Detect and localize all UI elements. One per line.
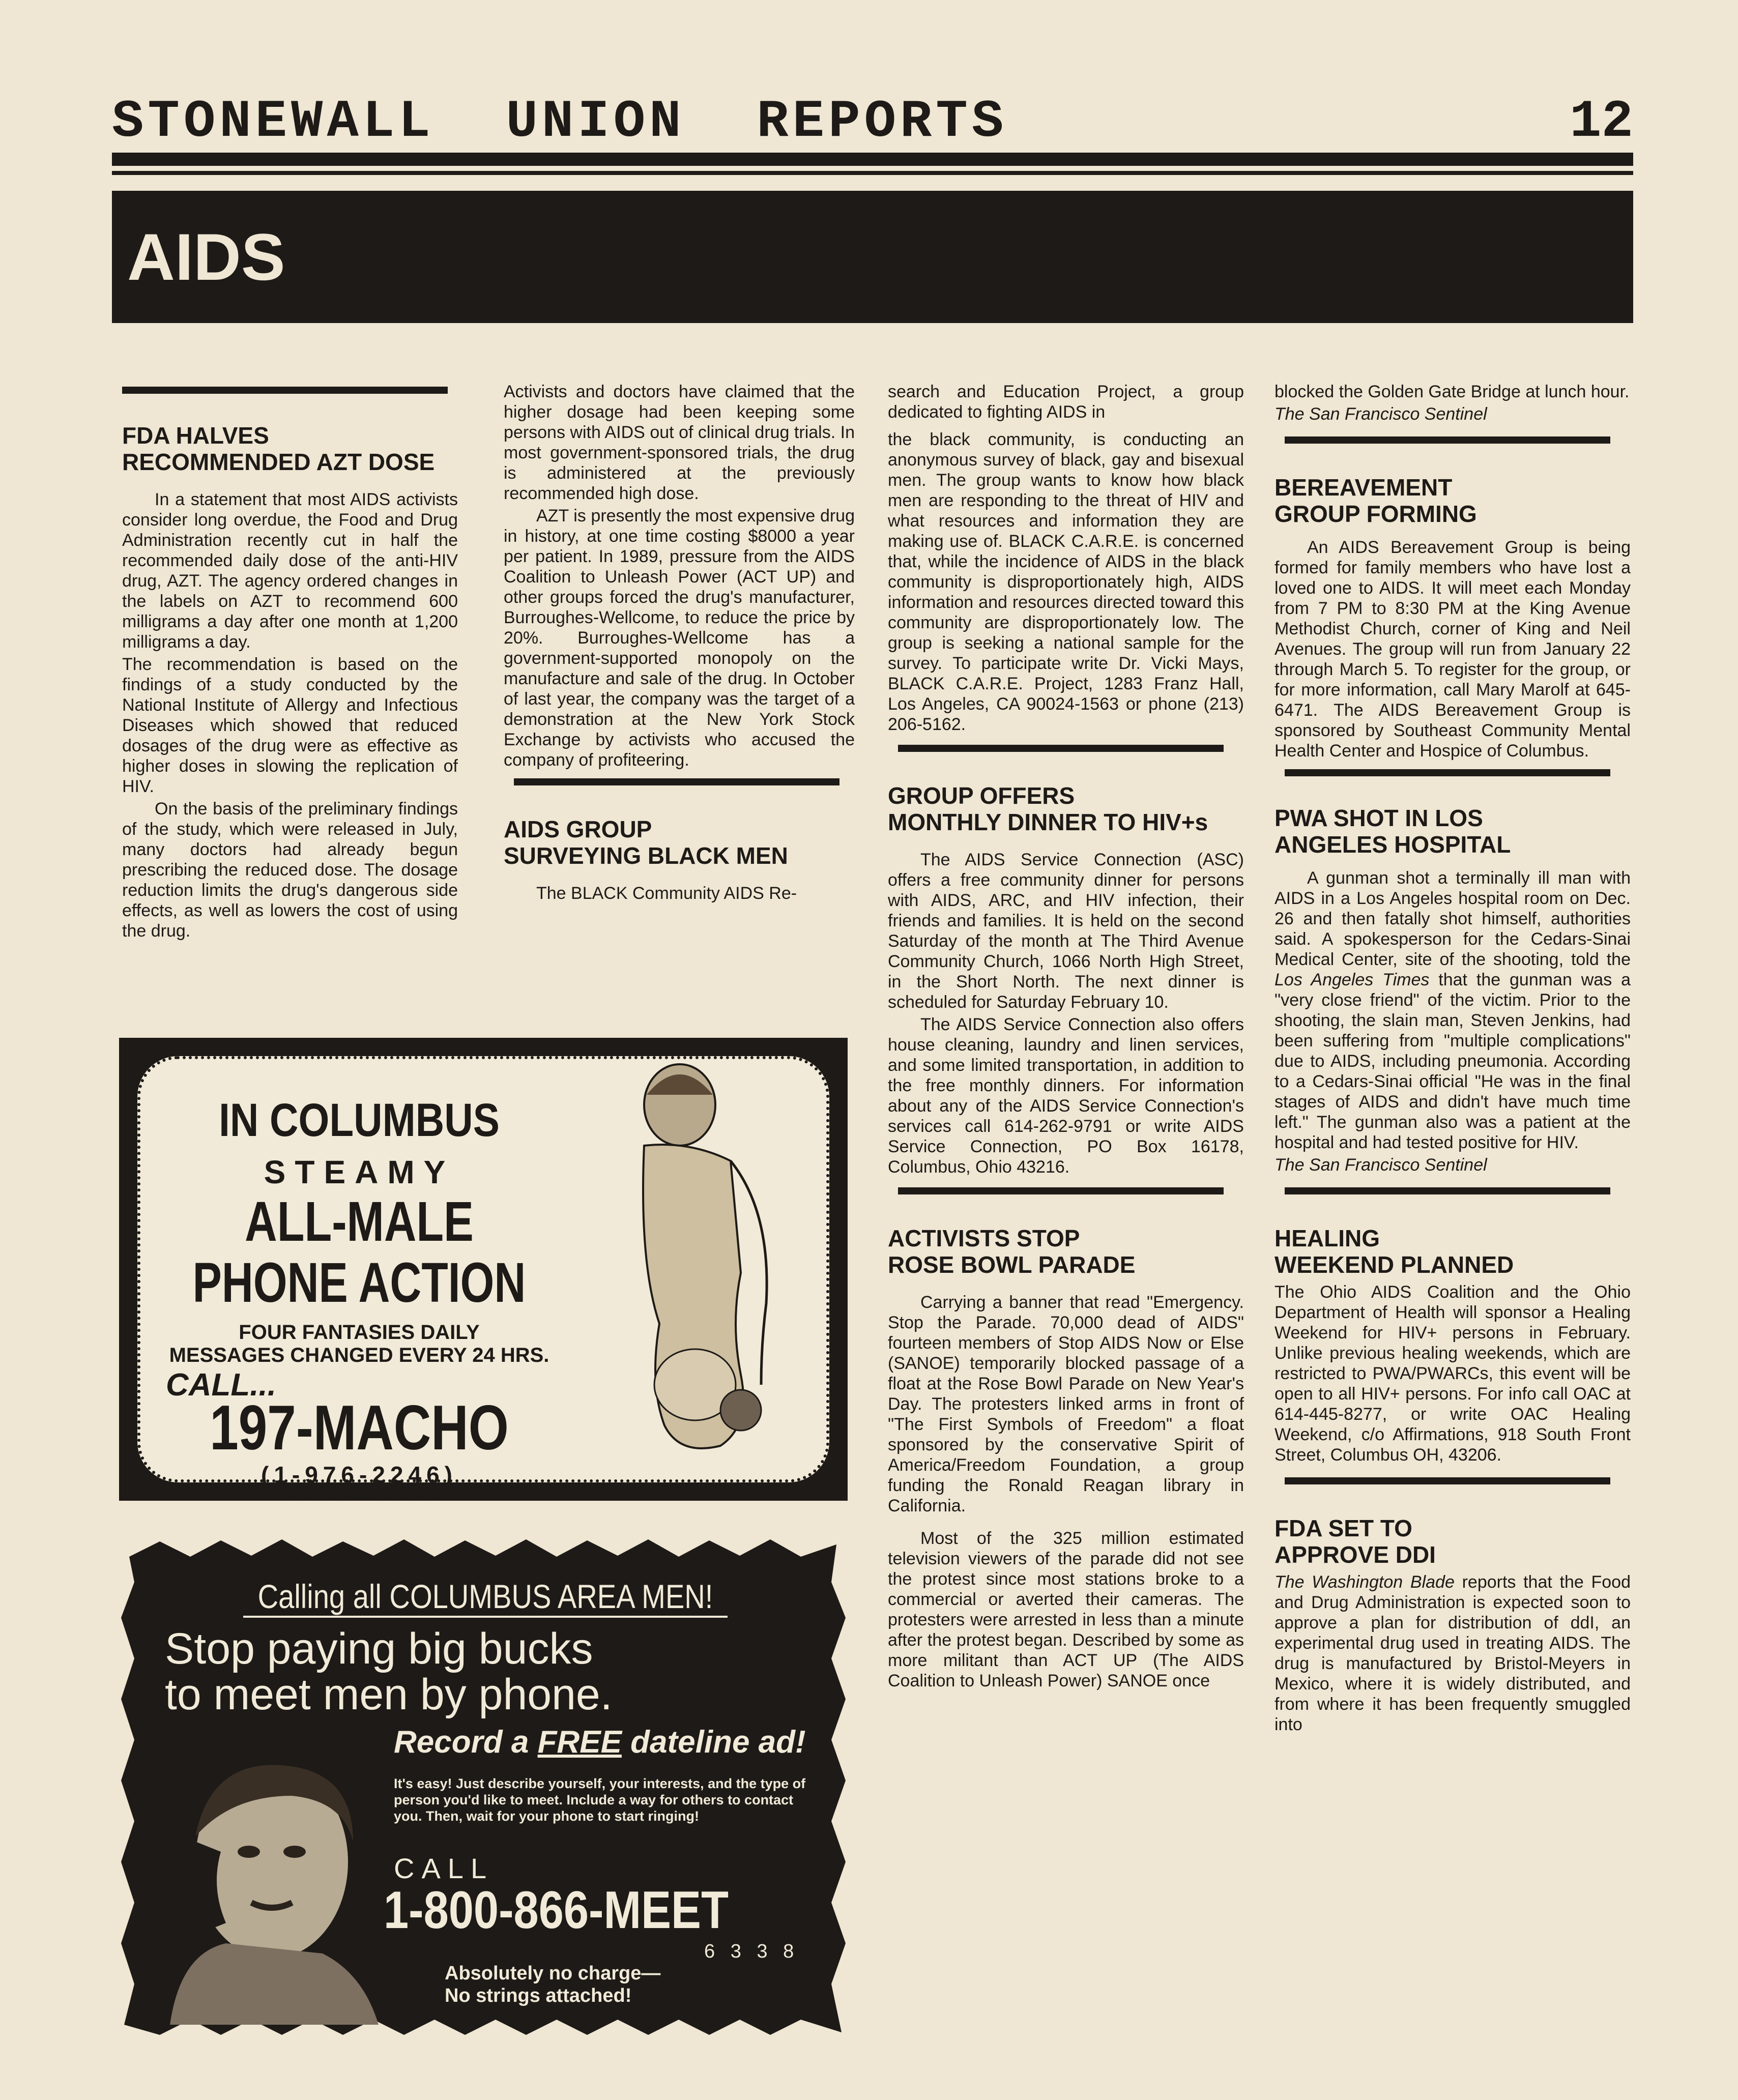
- article-paragraph: An AIDS Bereavement Group is being formed for family members who have lost a loved one to AIDS. It will meet each Monday from 7 PM to 8:30 PM at the King Avenue Methodist Church, corner of King and Neil Avenues. The group will run from January 22 through March 5. To register for the group, or for more information, call Mary Marolf at 645-6471. The AIDS Bereavement Group is sponsored by Southeast Community Mental Health Center and Hospice of Columbus.: [1274, 538, 1631, 761]
- masthead: [112, 92, 1633, 153]
- article-divider: [898, 1187, 1224, 1194]
- article-headline: AIDS GROUP SURVEYING BLACK MEN: [504, 816, 788, 869]
- masthead-rule: [112, 153, 1633, 166]
- article-divider: [898, 745, 1224, 752]
- ad-text: STEAMY: [264, 1154, 455, 1190]
- ad-text: CALL: [394, 1852, 494, 1884]
- article-divider: [1285, 436, 1610, 444]
- article-divider: [1285, 1187, 1610, 1194]
- ad-frame: [137, 1056, 829, 1503]
- ad-headline: Calling all COLUMBUS AREA MEN!: [243, 1577, 728, 1618]
- article-divider: [122, 387, 448, 394]
- page-number: 12: [1570, 92, 1633, 152]
- article-paragraph: Most of the 325 million estimated television viewers of the parade did not see the protest since most stations broke to a commercial or averted their cameras. The protesters were arrested in less than a minute after the protest began. Described by some as more militant than ACT UP (The AIDS Coalition to Unleash Power) SANOE once: [888, 1529, 1244, 1690]
- article-paragraph: In a statement that most AIDS activists consider long overdue, the Food and Drug Administration recently cut in half the recommended daily dose of the anti-HIV drug, AZT. The agency ordered changes in the labels on AZT to recommend 600 milligrams a day after one month at 1,200 milligrams a day.: [122, 490, 458, 652]
- illustrated-figure-image: [588, 1059, 807, 1485]
- ad-text: Record a FREE dateline ad!: [394, 1725, 806, 1760]
- article-paragraph: The AIDS Service Connection also offers house cleaning, laundry and linen services, and some limited transportation, in addition to the free monthly dinners. For information about any of the AIDS Service Connection's services call 614-262-9791 or write AIDS Service Connection, PO Box 16178, Columbus, Ohio 43216.: [888, 1015, 1244, 1177]
- article-paragraph: The AIDS Service Connection (ASC) offers a free community dinner for persons with AIDS, ARC, and HIV infection, their friends and families. It is held on the second Saturday of the month at The Third Avenue Community Church, 1066 North High Street, in the Short North. The next dinner is scheduled for Saturday February 10.: [888, 850, 1244, 1012]
- article-source: The San Francisco Sentinel: [1274, 1155, 1487, 1175]
- advertisement-phone-meet: [119, 1536, 848, 2037]
- article-headline: FDA HALVES RECOMMENDED AZT DOSE: [122, 422, 435, 475]
- column-3: [888, 382, 1244, 1693]
- article-divider: [514, 778, 839, 785]
- article-paragraph: Carrying a banner that read "Emergency. Stop the Parade. 70,000 dead of AIDS" fourteen members of Stop AIDS Now or Else (SANOE) temporarily blocked passage of a float at the Rose Bowl Parade on New Year's Day. The protesters linked arms in front of "The First Symbols of Freedom" a float sponsored by the conservative Spirit of America/Freedom Foundation, a group funding the Ronald Reagan library in California.: [888, 1293, 1244, 1515]
- ad-phone-number: 197-MACHO: [210, 1393, 509, 1463]
- article-source: The San Francisco Sentinel: [1274, 404, 1487, 424]
- ad-text: (1-976-2246): [261, 1462, 457, 1488]
- article-paragraph: On the basis of the preliminary findings of the study, which were released in July, many doctors had already begun prescribing the reduced dose. The dosage reduction limits the drug's dangerous side effects, as well as lowers the cost of using the drug.: [122, 799, 458, 941]
- article-headline: PWA SHOT IN LOS ANGELES HOSPITAL: [1274, 805, 1511, 858]
- article-divider: [1285, 769, 1610, 776]
- article-headline: BEREAVEMENT GROUP FORMING: [1274, 474, 1477, 527]
- article-paragraph: A gunman shot a terminally ill man with AIDS in a Los Angeles hospital room on Dec. 26 and then fatally shot himself, authorities said. A spokesperson for the Cedars-Sinai Medical Center, site of the shooting, told the Los Angeles Times that the gunman was a "very close friend" of the victim. Prior to the shooting, the slain man, Steven Jenkins, had been suffering from "multiple complications" due to AIDS, including pneumonia. According to a Cedars-Sinai official "He was in the final stages of AIDS and didn't have much time left." The gunman also was a patient at the hospital and had tested positive for HIV.: [1274, 868, 1631, 1152]
- masthead-title: STONEWALL UNION REPORTS: [112, 92, 1008, 152]
- masthead-rule-thin: [112, 171, 1633, 175]
- article-paragraph: Activists and doctors have claimed that the higher dosage had been keeping some persons with AIDS out of clinical drug trials. In most government-sponsored trials, the drug is administered at the previously recommended high dose.: [504, 382, 855, 503]
- article-headline: GROUP OFFERS MONTHLY DINNER TO HIV+s: [888, 782, 1208, 835]
- ad-text: FOUR FANTASIES DAILY: [239, 1321, 480, 1344]
- man-on-phone-photo: [139, 1740, 384, 2025]
- column-2: [504, 382, 855, 906]
- article-headline: FDA SET TO APPROVE DDI: [1274, 1515, 1436, 1568]
- column-1: [122, 387, 458, 943]
- article-paragraph: The Ohio AIDS Coalition and the Ohio Department of Health will sponsor a Healing Weekend for HIV+ persons in February. Unlike previous healing weekends, which are restricted to PWA/PWARCs, this event will be open to all HIV+ persons. For info call OAC at 614-445-8277, or write OAC Healing Weekend, c/o Affirmations, 918 South Front Street, Columbus OH, 43206.: [1274, 1282, 1631, 1465]
- ad-text: Absolutely no charge—: [445, 1963, 661, 1984]
- ad-text: 99¢ F.M./39¢ E.A. ½-MIN.: [277, 1488, 442, 1503]
- article-divider: [1285, 1477, 1610, 1484]
- ad-text: Stop paying big bucks: [165, 1624, 593, 1673]
- column-4: [1274, 382, 1631, 1737]
- ad-text: to meet men by phone.: [165, 1670, 613, 1719]
- article-headline: HEALING WEEKEND PLANNED: [1274, 1225, 1514, 1278]
- article-paragraph: the black community, is conducting an anonymous survey of black, gay and bisexual men. The group wants to know how black men are responding to the threat of HIV and what resources and information they are making use of. BLACK C.A.R.E. is concerned that, while the incidence of AIDS in the black community is disproportionately high, AIDS information and resources directed toward this community are disproportionately low. The group is seeking a national sample for the survey. To participate write Dr. Vicki Mays, BLACK C.A.R.E. Project, 1283 Franz Hall, Los Angeles, CA 90024-1563 or phone (213) 206-5162.: [888, 430, 1244, 734]
- ad-text: CALL...: [166, 1367, 276, 1403]
- advertisement-phone-macho: [119, 1038, 848, 1501]
- article-headline: ACTIVISTS STOP ROSE BOWL PARADE: [888, 1225, 1136, 1278]
- ad-headline: IN COLUMBUS: [219, 1094, 500, 1146]
- article-paragraph: The Washington Blade reports that the Food and Drug Administration is expected soon to approve a plan for distribution of ddI, an experimental drug used in treating AIDS. The drug is manufactured by Bristol-Meyers in Mexico, where it is widely distributed, and from where it has been frequently smuggled into: [1274, 1572, 1631, 1734]
- article-paragraph: search and Education Project, a group dedicated to fighting AIDS in: [888, 382, 1244, 422]
- ad-text: PHONE ACTION: [192, 1251, 526, 1314]
- ad-phone-number: 1-800-866-MEET: [384, 1881, 729, 1940]
- ad-text: No strings attached!: [445, 1985, 632, 2006]
- article-paragraph: blocked the Golden Gate Bridge at lunch hour.: [1274, 382, 1630, 401]
- ad-text: 6 3 3 8: [704, 1941, 799, 1962]
- ad-text: ALL-MALE: [245, 1190, 474, 1253]
- section-title: AIDS: [127, 220, 285, 294]
- article-paragraph: The BLACK Community AIDS Re-: [536, 884, 797, 903]
- ad-text: MESSAGES CHANGED EVERY 24 HRS.: [169, 1344, 549, 1366]
- ad-body: It's easy! Just describe yourself, your interests, and the type of person you'd like to meet. Include a way for others to contact you. Then, wait for your phone to start ringing!: [394, 1776, 806, 1824]
- article-paragraph: AZT is presently the most expensive drug in history, at one time costing $8000 a year per patient. In 1989, pressure from the AIDS Coalition to Unleash Power (ACT UP) and other groups forced the drug's manufacturer, Burroughes-Wellcome, to reduce the price by 20%. Burroughes-Wellcome has a government-supported monopoly on the manufacture and sale of the drug. In October of last year, the company was the target of a demonstration at the New York Stock Exchange by activists who accused the company of profiteering.: [504, 506, 855, 770]
- section-banner: [112, 191, 1633, 323]
- article-paragraph: The recommendation is based on the findings of a study conducted by the National Institute of Allergy and Infectious Diseases which showed that reduced dosages of the drug were as effective as higher doses in slowing the replication of HIV.: [122, 655, 458, 796]
